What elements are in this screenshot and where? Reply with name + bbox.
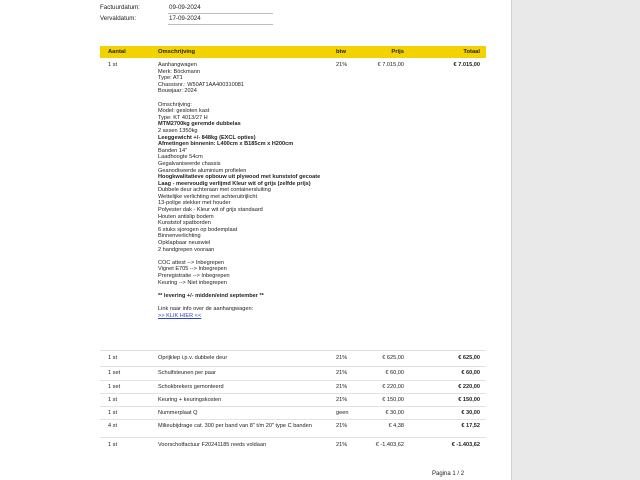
description-line — [158, 95, 336, 102]
row-total: € 150,00 — [458, 397, 480, 403]
row-total: € -1.403,62 — [451, 442, 480, 448]
row-qty: 1 st — [108, 410, 118, 416]
main-item-price: € 7.015,00 — [377, 62, 404, 68]
description-line: Type: KT 4013/27 H — [158, 114, 208, 121]
row-vat: 21% — [336, 423, 348, 429]
col-desc: Omschrijving — [158, 49, 196, 55]
description-line: Kunststof spatborden — [158, 220, 211, 227]
due-date-label: Vervaldatum: — [100, 15, 137, 22]
description-line: 6 stuks sjorogen op bodemplaat — [158, 226, 238, 233]
row-total: € 625,00 — [458, 355, 480, 361]
row-desc: Schuifsteunen per paar — [158, 370, 216, 376]
row-qty: 1 set — [108, 384, 121, 390]
description-line — [158, 253, 336, 260]
main-item-total: € 7.015,00 — [453, 62, 480, 68]
description-line: Binnenverlichting — [158, 233, 201, 240]
row-price: € 60,00 — [385, 370, 404, 376]
row-price: € -1.403,62 — [375, 442, 404, 448]
description-line: Dubbele deur achteraan met containersluiting — [158, 187, 271, 194]
row-price: € 220,00 — [382, 384, 404, 390]
description-line: Merk: Böckmann — [158, 68, 200, 75]
invoice-date-value: 09-09-2024 — [168, 2, 273, 14]
description-line: Preregistratie --> Inbegrepen — [158, 273, 230, 279]
col-qty: Aantal — [108, 49, 126, 55]
row-total: € 60,00 — [461, 370, 480, 376]
row-desc: Schokbrekers gemonteerd — [158, 384, 224, 390]
row-desc: Milieubijdrage cat. 300 per band van 8" t/m 20" type C banden — [158, 423, 312, 429]
row-price: € 30,00 — [385, 410, 404, 416]
main-item-vat: 21% — [336, 62, 348, 68]
description-line: Gegalvaniseerde chassis — [158, 160, 221, 167]
row-desc: Voorschotfactuur F20241185 reeds voldaan — [158, 442, 267, 448]
table-row — [100, 393, 486, 407]
due-date-value: 17-09-2024 — [168, 13, 273, 25]
row-vat: geen — [336, 410, 349, 416]
description-line: Aanhangwagen — [158, 62, 197, 68]
col-price: Prijs — [391, 49, 404, 55]
description-line: ** levering +/- midden/eind september ** — [158, 292, 264, 299]
row-price: € 150,00 — [382, 397, 404, 403]
description-line: Model: gesloten kast — [158, 108, 210, 115]
table-row — [100, 380, 486, 394]
description-line: Hoogkwalitatieve opbouw uit plywood met kunststof gecoate — [158, 174, 321, 181]
col-total: Totaal — [463, 49, 480, 55]
description-line — [158, 286, 336, 293]
row-vat: 21% — [336, 355, 348, 361]
description-line: 2 assen 1350kg — [158, 127, 198, 134]
table-row — [100, 350, 486, 367]
description-line — [158, 299, 336, 306]
description-line: Leeggewicht +/- 848kg (EXCL opties) — [158, 134, 256, 141]
description-line: Link naar info over de aanhangwagen: — [158, 305, 254, 312]
description-line: Houten antislip bodem — [158, 213, 214, 220]
description-line: Chassisnr.: W50AT1AA400310081 — [158, 81, 245, 88]
table-row — [100, 437, 486, 452]
description-line: Polyester dak - Kleur wit of grijs standaard — [158, 207, 263, 214]
invoice-date-label: Factuurdatum: — [100, 4, 140, 11]
row-qty: 1 set — [108, 370, 121, 376]
row-total: € 220,00 — [458, 384, 480, 390]
row-vat: 21% — [336, 442, 348, 448]
row-price: € 4,38 — [388, 423, 404, 429]
row-qty: 1 st — [108, 397, 118, 403]
info-link[interactable]: >> KLIK HIER << — [158, 312, 202, 319]
description-line: Laag - meervoudig verlijmd Kleur wit of grijs (zelfde prijs) — [158, 180, 311, 187]
row-price: € 625,00 — [382, 355, 404, 361]
description-line: Afmetingen binnenin: L400cm x B185cm x H200cm — [158, 141, 294, 148]
row-vat: 21% — [336, 397, 348, 403]
row-desc: Oprijklep i.p.v. dubbele deur — [158, 355, 228, 361]
description-line: Keuring --> Niet inbegrepen — [158, 279, 227, 286]
description-line: Vignet E705 --> Inbegrepen — [158, 266, 227, 273]
description-line: Bouwjaar: 2024 — [158, 88, 197, 95]
table-row — [100, 419, 486, 438]
table-row — [100, 366, 486, 381]
description-line: 13-polige stekker met houder — [158, 200, 231, 207]
description-line: Laadhoogte 54cm — [158, 154, 203, 161]
row-qty: 1 st — [108, 355, 118, 361]
viewer-background — [512, 0, 640, 480]
description-line: 2 handgrepen vooraan — [158, 246, 215, 253]
table-row — [100, 406, 486, 420]
table-header — [100, 46, 486, 58]
row-desc: Keuring + keuringskosten — [158, 397, 222, 403]
row-qty: 1 st — [108, 442, 118, 448]
row-desc: Nummerplaat Q — [158, 410, 198, 416]
row-vat: 21% — [336, 384, 348, 390]
row-qty: 4 st — [108, 423, 118, 429]
description-line: Opklapbaar neuswiel — [158, 240, 211, 247]
description-line: COC attest --> Inbegrepen — [158, 259, 225, 266]
row-total: € 17,52 — [461, 423, 480, 429]
description-line: Banden 14" — [158, 147, 188, 154]
row-total: € 30,00 — [461, 410, 480, 416]
main-item-description — [158, 62, 336, 319]
description-line: Type: AT1 — [158, 75, 183, 82]
main-item-qty: 1 st — [108, 62, 118, 68]
description-line: MTM2700kg geremde dubbelas — [158, 121, 241, 128]
page-number: Pagina 1 / 2 — [432, 471, 465, 477]
description-line: Omschrijving: — [158, 101, 192, 108]
col-vat: btw — [336, 49, 346, 55]
description-line: Geanodiseerde aluminium profielen — [158, 167, 247, 174]
row-vat: 21% — [336, 370, 348, 376]
description-line: Wettelijke verlichting met achteruitrijlicht — [158, 193, 258, 200]
